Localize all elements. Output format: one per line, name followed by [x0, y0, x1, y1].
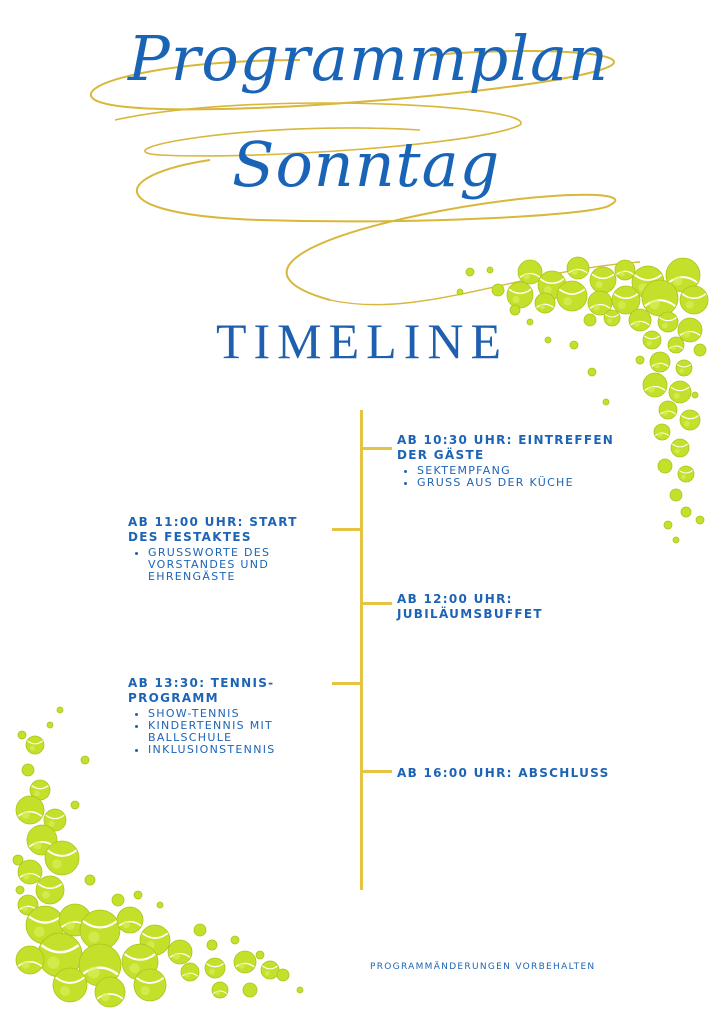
- tennis-ball-icon: [669, 381, 691, 403]
- tennis-ball-icon: [650, 352, 670, 372]
- tennis-ball-icon: [16, 886, 24, 894]
- tennis-ball-icon: [16, 796, 44, 824]
- tennis-ball-icon: [658, 312, 678, 332]
- tennis-ball-icon: [673, 537, 679, 543]
- tennis-ball-icon: [604, 310, 620, 326]
- event-2: [128, 515, 333, 583]
- tennis-ball-icon: [658, 459, 672, 473]
- tennis-ball-icon: [168, 940, 192, 964]
- tennis-ball-icon: [13, 855, 23, 865]
- tennis-ball-icon: [584, 314, 596, 326]
- timeline-tick-5: [362, 770, 392, 773]
- tennis-ball-icon: [207, 940, 217, 950]
- tennis-ball-icon: [457, 289, 463, 295]
- event-5-heading: AB 16:00 UHR: ABSCHLUSS: [397, 766, 610, 780]
- tennis-ball-icon: [231, 936, 239, 944]
- event-3-heading: AB 12:00 UHR: JUBILÄUMSBUFFET: [397, 592, 543, 621]
- event-4-list: [128, 708, 338, 756]
- tennis-ball-icon: [636, 356, 644, 364]
- tennis-ball-icon: [680, 286, 708, 314]
- tennis-ball-icon: [678, 318, 702, 342]
- tennis-ball-icon: [57, 707, 63, 713]
- event-4-heading: AB 13:30: TENNIS-PROGRAMM: [128, 676, 275, 705]
- timeline-heading: TIMELINE: [215, 313, 509, 369]
- timeline-tick-1: [362, 447, 392, 450]
- tennis-ball-icon: [95, 977, 125, 1007]
- tennis-ball-icon: [681, 507, 691, 517]
- tennis-ball-icon: [535, 293, 555, 313]
- tennis-ball-icon: [696, 516, 704, 524]
- event-3: [397, 592, 637, 622]
- timeline-tick-3: [362, 602, 392, 605]
- tennis-ball-icon: [507, 282, 533, 308]
- tennis-ball-icon: [277, 969, 289, 981]
- tennis-ball-icon: [570, 341, 578, 349]
- tennis-ball-icon: [45, 841, 79, 875]
- event-1-item-1: • SEKTEMPFANG: [417, 465, 637, 477]
- tennis-ball-icon: [47, 722, 53, 728]
- event-5: [397, 766, 657, 781]
- tennis-ball-icon: [642, 280, 678, 316]
- tennis-ball-icon: [567, 257, 589, 279]
- tennis-ball-icon: [112, 894, 124, 906]
- tennis-ball-icon: [643, 331, 661, 349]
- tennis-ball-icon: [668, 337, 684, 353]
- tennis-ball-icon: [557, 281, 587, 311]
- tennis-ball-icon: [117, 907, 143, 933]
- tennis-ball-icon: [181, 963, 199, 981]
- event-2-list: [128, 547, 333, 583]
- tennis-ball-icon: [671, 439, 689, 457]
- tennis-ball-icon: [22, 764, 34, 776]
- tennis-ball-icon: [590, 267, 616, 293]
- tennis-ball-icon: [694, 344, 706, 356]
- tennis-ball-icon: [492, 284, 504, 296]
- tennis-ball-icon: [680, 410, 700, 430]
- tennis-ball-icon: [194, 924, 206, 936]
- tennis-ball-icon: [53, 968, 87, 1002]
- event-4-item-2: • KINDERTENNIS MIT BALLSCHULE: [148, 720, 298, 744]
- tennis-ball-icon: [256, 951, 264, 959]
- tennis-ball-icon: [654, 424, 670, 440]
- tennis-ball-icon: [71, 801, 79, 809]
- footer-note: PROGRAMMÄNDERUNGEN VORBEHALTEN: [370, 962, 596, 972]
- timeline-axis: [360, 410, 363, 890]
- tennis-ball-icon: [664, 521, 672, 529]
- event-4-item-1: • SHOW-TENNIS: [148, 708, 338, 720]
- tennis-ball-icon: [629, 309, 651, 331]
- tennis-ball-icon: [297, 987, 303, 993]
- tennis-ball-icon: [134, 969, 166, 1001]
- title-line-2: Sonntag: [232, 128, 501, 201]
- tennis-ball-icon: [603, 399, 609, 405]
- event-1-list: [397, 465, 637, 489]
- tennis-ball-icon: [36, 876, 64, 904]
- tennis-ball-icon: [157, 902, 163, 908]
- title-line-1: Programmplan: [128, 22, 609, 95]
- tennis-ball-icon: [26, 736, 44, 754]
- tennis-ball-icon: [670, 489, 682, 501]
- tennis-ball-icon: [659, 401, 677, 419]
- tennis-ball-icon: [85, 875, 95, 885]
- tennis-ball-icon: [510, 305, 520, 315]
- event-2-heading: AB 11:00 UHR: START DES FESTAKTES: [128, 515, 298, 544]
- event-4-item-3: • INKLUSIONSTENNIS: [148, 744, 338, 756]
- tennis-ball-icon: [134, 891, 142, 899]
- tennis-ball-icon: [487, 267, 493, 273]
- tennis-ball-icon: [212, 982, 228, 998]
- event-4: [128, 676, 338, 756]
- tennis-ball-icon: [234, 951, 256, 973]
- tennis-ball-icon: [205, 958, 225, 978]
- tennis-ball-icon: [466, 268, 474, 276]
- tennis-ball-icon: [16, 946, 44, 974]
- tennis-ball-icon: [243, 983, 257, 997]
- tennis-ball-icon: [18, 731, 26, 739]
- tennis-ball-icon: [615, 260, 635, 280]
- event-1: [397, 433, 637, 489]
- tennis-ball-icon: [545, 337, 551, 343]
- event-1-item-2: • GRUSS AUS DER KÜCHE: [417, 477, 637, 489]
- tennis-ball-icon: [527, 319, 533, 325]
- tennis-ball-icon: [692, 392, 698, 398]
- tennis-ball-icon: [678, 466, 694, 482]
- timeline-tick-2: [332, 528, 362, 531]
- tennis-ball-icon: [261, 961, 279, 979]
- tennis-ball-icon: [676, 360, 692, 376]
- tennis-ball-icon: [588, 368, 596, 376]
- event-2-item-1: • GRUSSWORTE DES VORSTANDES UND EHRENGÄSTE: [148, 547, 333, 583]
- tennis-ball-icon: [643, 373, 667, 397]
- event-1-heading: AB 10:30 UHR: EINTREFFEN DER GÄSTE: [397, 433, 615, 462]
- tennis-ball-icon: [81, 756, 89, 764]
